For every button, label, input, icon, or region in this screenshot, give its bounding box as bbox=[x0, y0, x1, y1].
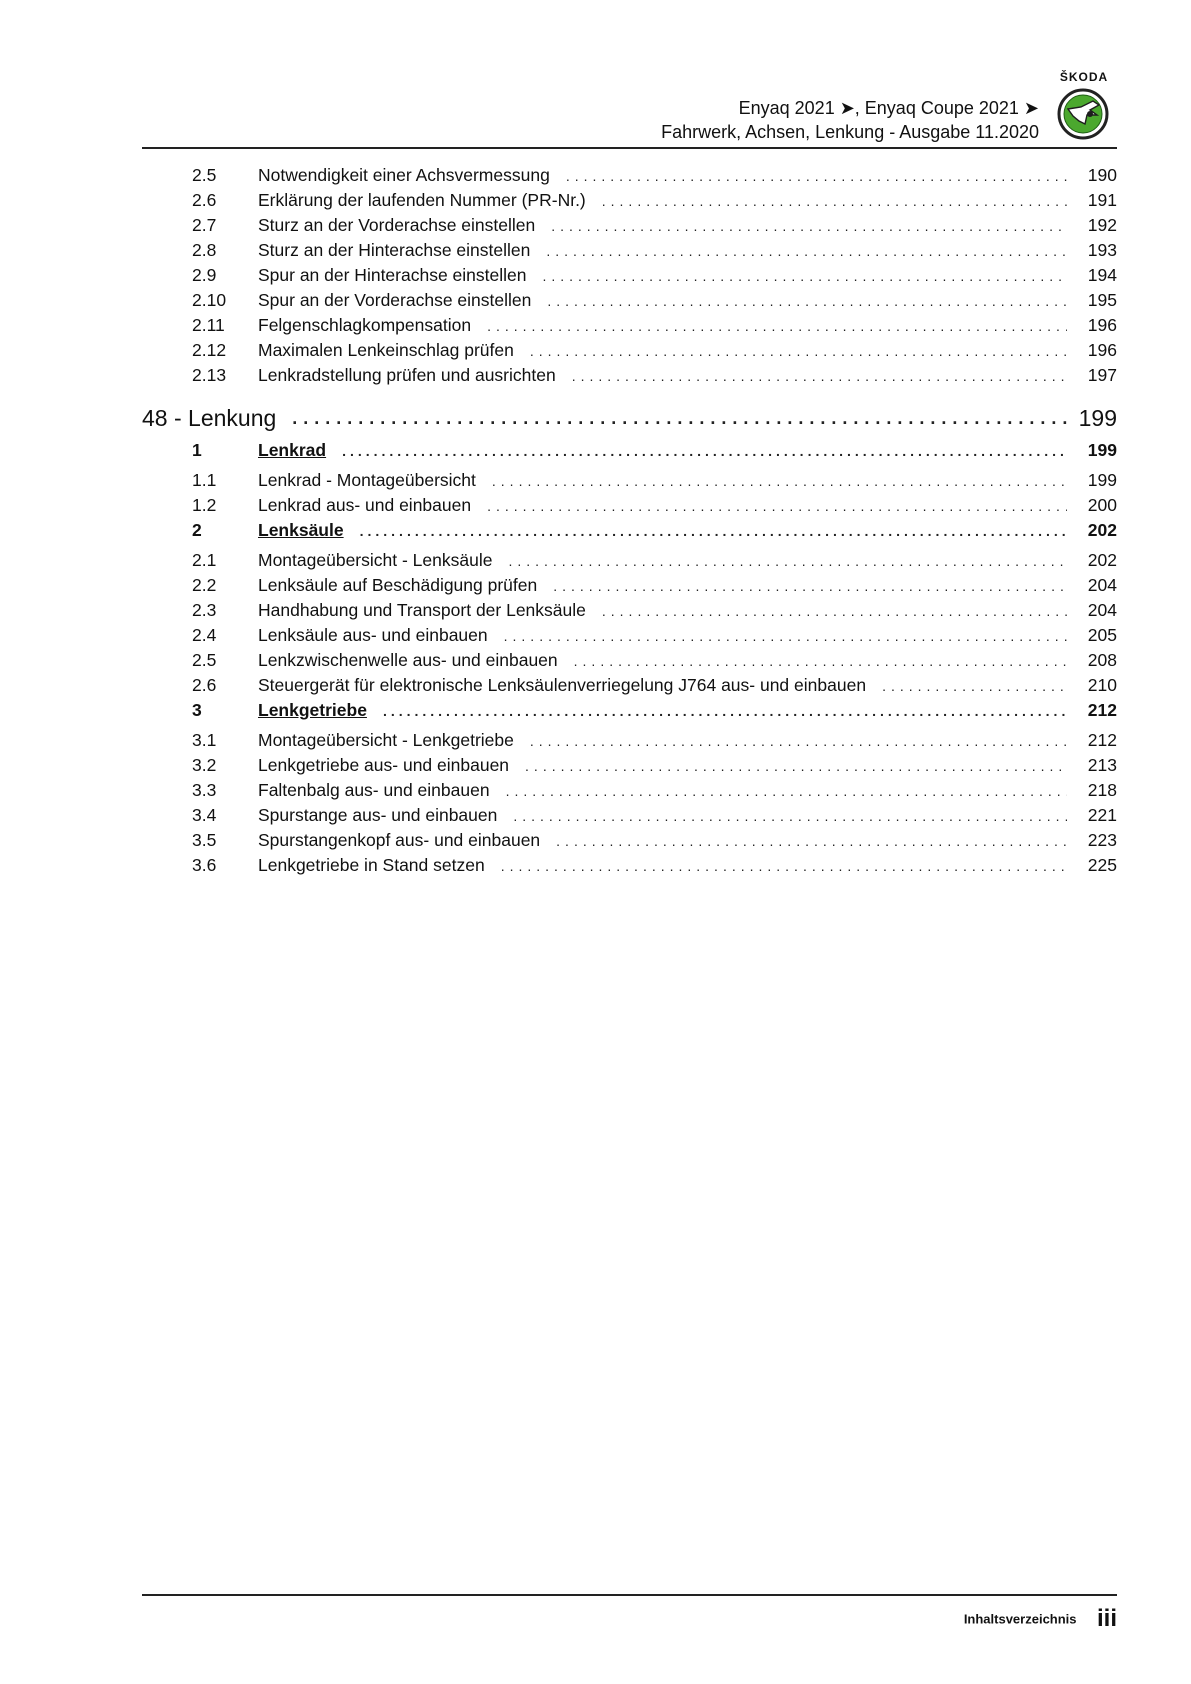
toc-entry-title[interactable]: Spurstangenkopf aus- und einbauen bbox=[258, 830, 541, 850]
brand-wordmark: ŠKODA bbox=[1059, 70, 1109, 84]
dot-leader bbox=[543, 268, 1068, 284]
toc-entry-number: 3.4 bbox=[192, 805, 217, 825]
toc-entry[interactable] bbox=[142, 495, 1117, 520]
dot-leader bbox=[506, 783, 1067, 799]
toc-entry-number: 2.1 bbox=[192, 550, 217, 570]
page-header bbox=[142, 66, 1117, 148]
toc-chapter-entry[interactable] bbox=[142, 396, 1117, 440]
toc-entry-page[interactable]: 202 bbox=[1087, 550, 1117, 570]
toc-entry-title[interactable]: Lenkgetriebe aus- und einbauen bbox=[258, 755, 510, 775]
toc-entry[interactable] bbox=[142, 575, 1117, 600]
toc-entry[interactable] bbox=[142, 755, 1117, 780]
dot-leader bbox=[504, 628, 1067, 644]
dot-leader bbox=[551, 218, 1067, 234]
toc-entry-number: 3.2 bbox=[192, 755, 217, 775]
toc-entry-title[interactable]: Spurstange aus- und einbauen bbox=[258, 805, 498, 825]
toc-entry-page[interactable]: 213 bbox=[1087, 755, 1117, 775]
dot-leader bbox=[574, 653, 1067, 669]
toc-entry-number: 3 bbox=[192, 700, 202, 720]
dot-leader bbox=[513, 808, 1067, 824]
header-rule bbox=[142, 147, 1117, 149]
toc-entry-number: 3.3 bbox=[192, 780, 217, 800]
toc-entry-title[interactable]: Felgenschlagkompensation bbox=[258, 315, 472, 335]
toc-entry[interactable] bbox=[142, 290, 1117, 315]
toc-entry-title[interactable]: Spur an der Hinterachse einstellen bbox=[258, 265, 527, 285]
toc-entry-page[interactable]: 223 bbox=[1087, 830, 1117, 850]
toc-entry[interactable] bbox=[142, 600, 1117, 625]
toc-entry-page[interactable]: 202 bbox=[1087, 520, 1117, 540]
toc-entry-title[interactable]: Montageübersicht - Lenksäule bbox=[258, 550, 493, 570]
toc-entry-title[interactable]: Sturz an der Vorderachse einstellen bbox=[258, 215, 536, 235]
dot-leader bbox=[546, 243, 1067, 259]
toc-entry-title[interactable]: Lenkgetriebe in Stand setzen bbox=[258, 855, 485, 875]
dot-leader bbox=[572, 368, 1067, 384]
footer-rule bbox=[142, 1594, 1117, 1596]
toc-entry-page[interactable]: 193 bbox=[1087, 240, 1117, 260]
footer-page-number: iii bbox=[1096, 1605, 1117, 1632]
toc-entry-page[interactable]: 192 bbox=[1087, 215, 1117, 235]
toc-entry-number: 2.12 bbox=[192, 340, 227, 360]
dot-leader bbox=[501, 858, 1067, 874]
dot-leader bbox=[525, 758, 1067, 774]
toc-entry-page[interactable]: 197 bbox=[1087, 365, 1117, 385]
toc-entry[interactable] bbox=[142, 215, 1117, 240]
dot-leader bbox=[342, 443, 1067, 459]
toc-entry[interactable] bbox=[142, 190, 1117, 215]
toc-entry-page[interactable]: 212 bbox=[1087, 730, 1117, 750]
toc-entry-number: 2 bbox=[192, 520, 202, 540]
toc-entry-page[interactable]: 225 bbox=[1087, 855, 1117, 875]
toc-entry-number: 2.5 bbox=[192, 650, 217, 670]
toc-entry-number: 2.5 bbox=[192, 165, 217, 185]
dot-leader bbox=[530, 343, 1067, 359]
toc-entry-number: 2.4 bbox=[192, 625, 217, 645]
dot-leader bbox=[566, 168, 1067, 184]
dot-leader bbox=[602, 603, 1067, 619]
toc-entry[interactable] bbox=[142, 470, 1117, 495]
dot-leader bbox=[530, 733, 1067, 749]
toc-entry-number: 2.6 bbox=[192, 675, 217, 695]
toc-entry-page[interactable]: 208 bbox=[1087, 650, 1117, 670]
toc-entry-title[interactable]: Lenksäule auf Beschädigung prüfen bbox=[258, 575, 538, 595]
toc-entry-number: 3.1 bbox=[192, 730, 217, 750]
toc-entry-title[interactable]: Steuergerät für elektronische Lenksäulenverriegelung J764 aus- und einbauen bbox=[258, 675, 867, 695]
dot-leader bbox=[553, 578, 1067, 594]
toc-entry-title[interactable]: Faltenbalg aus- und einbauen bbox=[258, 780, 490, 800]
toc-entry-page[interactable]: 199 bbox=[1078, 404, 1117, 431]
toc-entry-page[interactable]: 204 bbox=[1087, 575, 1117, 595]
toc-section-entry[interactable] bbox=[142, 520, 1117, 550]
toc-entry-number: 1 bbox=[192, 440, 202, 460]
manual-title: Fahrwerk, Achsen, Lenkung - Ausgabe 11.2020 bbox=[661, 122, 1039, 142]
toc-entry[interactable] bbox=[142, 780, 1117, 805]
toc-entry[interactable] bbox=[142, 730, 1117, 755]
toc-entry-number: 2.8 bbox=[192, 240, 217, 260]
toc-entry-title[interactable]: Handhabung und Transport der Lenksäule bbox=[258, 600, 586, 620]
toc-entry[interactable] bbox=[142, 240, 1117, 265]
dot-leader bbox=[492, 473, 1067, 489]
dot-leader bbox=[602, 193, 1067, 209]
dot-leader bbox=[556, 833, 1067, 849]
dot-leader bbox=[882, 678, 1067, 694]
dot-leader bbox=[487, 498, 1067, 514]
toc-entry-number: 1.2 bbox=[192, 495, 217, 515]
toc-entry[interactable] bbox=[142, 675, 1117, 700]
dot-leader bbox=[383, 703, 1067, 719]
toc-entry-page[interactable]: 199 bbox=[1087, 470, 1117, 490]
toc-entry-title[interactable]: Lenksäule aus- und einbauen bbox=[258, 625, 488, 645]
toc-entry[interactable] bbox=[142, 650, 1117, 675]
dot-leader bbox=[508, 553, 1067, 569]
toc-entry-number: 2.7 bbox=[192, 215, 217, 235]
toc-entry[interactable] bbox=[142, 550, 1117, 575]
toc-entry-number: 2.11 bbox=[192, 315, 225, 335]
toc-section-entry[interactable] bbox=[142, 700, 1117, 730]
toc-entry[interactable] bbox=[142, 165, 1117, 190]
toc-entry-page[interactable]: 199 bbox=[1087, 440, 1117, 460]
toc-entry-title[interactable]: Lenksäule bbox=[258, 520, 344, 540]
toc-entry-page[interactable]: 210 bbox=[1087, 675, 1117, 695]
toc-entry[interactable] bbox=[142, 830, 1117, 855]
toc-entry-number: 2.6 bbox=[192, 190, 217, 210]
toc-entry-number: 2.13 bbox=[192, 365, 227, 385]
toc-entry-title[interactable]: Maximalen Lenkeinschlag prüfen bbox=[258, 340, 514, 360]
toc-entry-title[interactable]: Montageübersicht - Lenkgetriebe bbox=[258, 730, 514, 750]
toc-entry-title[interactable]: Spur an der Vorderachse einstellen bbox=[258, 290, 532, 310]
skoda-logo-icon bbox=[1057, 88, 1109, 140]
toc-entry-number: 2.10 bbox=[192, 290, 227, 310]
toc-entry-title[interactable]: Lenkrad - Montageübersicht bbox=[258, 470, 476, 490]
dot-leader bbox=[547, 293, 1067, 309]
toc-entry-number: 2.3 bbox=[192, 600, 217, 620]
toc-entry-page[interactable]: 195 bbox=[1087, 290, 1117, 310]
toc-entry-page[interactable]: 218 bbox=[1087, 780, 1117, 800]
toc-entry-number: 2.2 bbox=[192, 575, 217, 595]
footer-section-label: Inhaltsverzeichnis bbox=[963, 1611, 1077, 1627]
dot-leader bbox=[292, 408, 1067, 429]
toc-entry-page[interactable]: 204 bbox=[1087, 600, 1117, 620]
toc-entry[interactable] bbox=[142, 315, 1117, 340]
toc-entry[interactable] bbox=[142, 265, 1117, 290]
toc-entry-title[interactable]: Notwendigkeit einer Achsvermessung bbox=[258, 165, 550, 185]
toc-entry-page[interactable]: 191 bbox=[1087, 190, 1117, 210]
toc-entry-number: 1.1 bbox=[192, 470, 217, 490]
toc-entry[interactable] bbox=[142, 855, 1117, 880]
toc-entry-title[interactable]: 48 - Lenkung bbox=[142, 404, 277, 431]
toc-entry-page[interactable]: 221 bbox=[1087, 805, 1117, 825]
dot-leader bbox=[360, 523, 1067, 539]
toc-entry-page[interactable]: 200 bbox=[1087, 495, 1117, 515]
toc-section-entry[interactable] bbox=[142, 440, 1117, 470]
toc-entry-number: 3.6 bbox=[192, 855, 217, 875]
toc-entry-page[interactable]: 205 bbox=[1087, 625, 1117, 645]
toc-entry[interactable] bbox=[142, 340, 1117, 365]
dot-leader bbox=[487, 318, 1067, 334]
table-of-contents bbox=[142, 165, 1117, 880]
toc-entry-page[interactable]: 196 bbox=[1087, 315, 1117, 335]
toc-entry-title[interactable]: Lenkradstellung prüfen und ausrichten bbox=[258, 365, 556, 385]
toc-entry-title[interactable]: Sturz an der Hinterachse einstellen bbox=[258, 240, 531, 260]
toc-entry[interactable] bbox=[142, 805, 1117, 830]
toc-entry-title[interactable]: Lenkrad aus- und einbauen bbox=[258, 495, 472, 515]
toc-entry-title[interactable]: Lenkrad bbox=[258, 440, 327, 460]
document-titles bbox=[661, 96, 1039, 144]
toc-entry-title[interactable]: Erklärung der laufenden Nummer (PR-Nr.) bbox=[258, 190, 586, 210]
toc-entry-number: 2.9 bbox=[192, 265, 217, 285]
toc-entry[interactable] bbox=[142, 625, 1117, 650]
toc-entry-page[interactable]: 212 bbox=[1087, 700, 1117, 720]
toc-entry-number: 3.5 bbox=[192, 830, 217, 850]
toc-entry-page[interactable]: 196 bbox=[1087, 340, 1117, 360]
toc-entry[interactable] bbox=[142, 365, 1117, 390]
page-footer bbox=[142, 1605, 1117, 1633]
toc-entry-title[interactable]: Lenkgetriebe bbox=[258, 700, 367, 720]
vehicle-title: Enyaq 2021 ➤, Enyaq Coupe 2021 ➤ bbox=[738, 98, 1039, 118]
toc-entry-title[interactable]: Lenkzwischenwelle aus- und einbauen bbox=[258, 650, 558, 670]
toc-entry-page[interactable]: 190 bbox=[1087, 165, 1117, 185]
toc-entry-page[interactable]: 194 bbox=[1087, 265, 1117, 285]
